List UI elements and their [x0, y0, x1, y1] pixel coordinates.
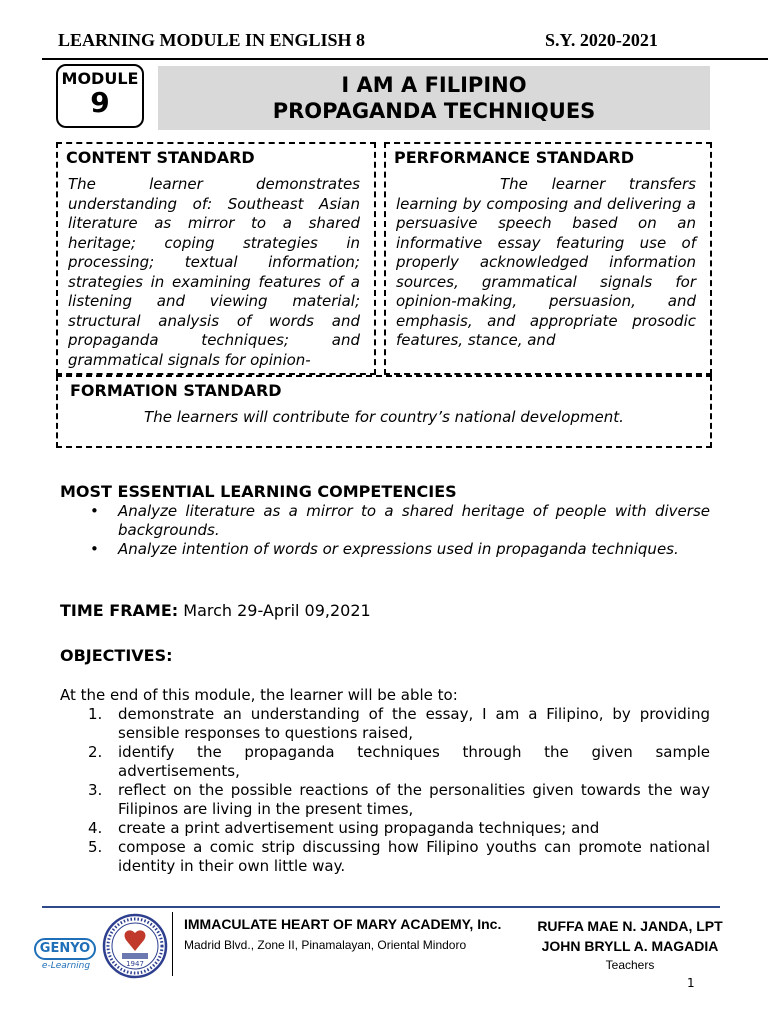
time-frame-value: March 29-April 09,2021	[178, 601, 371, 620]
competencies-list	[90, 502, 710, 559]
bullet-glyph: •	[90, 502, 99, 520]
school-seal	[102, 913, 168, 979]
objectives-list	[88, 705, 710, 876]
formation-standard-heading: FORMATION STANDARD	[70, 381, 282, 400]
competency-text: Analyze intention of words or expressions used in propaganda techniques.	[118, 540, 679, 558]
content-standard-text: The learner demonstrates understanding of: Southeast Asian literature as mirror to a shared heritage; coping strategies in processing; textual information; strategies in examining features of a listening and viewing material; structural analysis of words and propaganda techniques; and grammatical signals for opinion-	[68, 175, 360, 369]
time-frame	[60, 601, 371, 620]
genyo-logo-text: GENYO	[34, 938, 96, 960]
time-frame-label: TIME FRAME:	[60, 601, 179, 620]
genyo-logo	[34, 938, 98, 978]
performance-standard-box	[384, 142, 712, 375]
module-title-line2: PROPAGANDA TECHNIQUES	[272, 99, 596, 123]
content-standard-box	[56, 142, 376, 375]
school-seal-icon	[102, 913, 168, 979]
module-title-line1: I AM A FILIPINO	[341, 73, 527, 97]
school-name: IMMACULATE HEART OF MARY ACADEMY, Inc.	[184, 916, 502, 932]
list-item	[88, 819, 710, 838]
list-item	[88, 838, 710, 876]
school-address: Madrid Blvd., Zone II, Pinamalayan, Oriental Mindoro	[184, 938, 467, 952]
list-item	[88, 781, 710, 819]
school-year: S.Y. 2020-2021	[545, 30, 658, 50]
content-standard-heading: CONTENT STANDARD	[66, 148, 255, 167]
list-item	[88, 743, 710, 781]
list-item	[90, 540, 710, 559]
objective-number: 2.	[88, 743, 103, 761]
objective-number: 4.	[88, 819, 103, 837]
objectives-intro: At the end of this module, the learner will be able to:	[60, 686, 458, 704]
seal-year: 1947	[126, 960, 144, 968]
genyo-logo-sub: e-Learning	[41, 961, 91, 971]
objective-text: reflect on the possible reactions of the personalities given towards the way Filipinos are living in the present times,	[118, 781, 710, 818]
teacher-name: RUFFA MAE N. JANDA, LPT	[537, 918, 723, 934]
module-label: MODULE	[61, 69, 139, 88]
list-item	[88, 705, 710, 743]
module-number: 9	[90, 86, 110, 119]
performance-standard-heading: PERFORMANCE STANDARD	[394, 148, 634, 167]
objective-number: 3.	[88, 781, 103, 799]
module-title-banner	[158, 66, 710, 130]
module-badge	[56, 64, 144, 128]
objective-number: 5.	[88, 838, 103, 856]
objective-text: identify the propaganda techniques through the given sample advertisements,	[118, 743, 710, 780]
list-item	[90, 502, 710, 540]
footer-rule	[42, 906, 720, 908]
footer-divider	[172, 912, 173, 976]
objective-text: create a print advertisement using propaganda techniques; and	[118, 819, 600, 837]
performance-standard-text: The learner transfers learning by composing and delivering a persuasive speech based on an informative essay featuring use of properly acknowledged information sources, grammatical signals for opinion-making, persuasion, and emphasis, and appropriate prosodic features, stance, and	[396, 175, 696, 349]
formation-standard-box	[56, 375, 712, 448]
objectives-heading: OBJECTIVES:	[60, 646, 173, 665]
header-rule	[42, 58, 768, 60]
teachers-block	[530, 916, 730, 974]
formation-standard-text: The learners will contribute for country’s national development.	[144, 408, 624, 426]
module-header-title: LEARNING MODULE IN ENGLISH 8	[58, 30, 366, 50]
objective-number: 1.	[88, 705, 103, 723]
bullet-glyph: •	[90, 540, 99, 558]
objective-text: demonstrate an understanding of the essay, I am a Filipino, by providing sensible responses to questions raised,	[118, 705, 710, 742]
teachers-label: Teachers	[605, 958, 655, 972]
competencies-heading: MOST ESSENTIAL LEARNING COMPETENCIES	[60, 482, 457, 501]
page-number: 1	[687, 976, 695, 990]
competency-text: Analyze literature as a mirror to a shared heritage of people with diverse backgrounds.	[118, 502, 710, 539]
teacher-name: JOHN BRYLL A. MAGADIA	[541, 938, 719, 954]
objective-text: compose a comic strip discussing how Filipino youths can promote national identity in their own little way.	[118, 838, 710, 875]
